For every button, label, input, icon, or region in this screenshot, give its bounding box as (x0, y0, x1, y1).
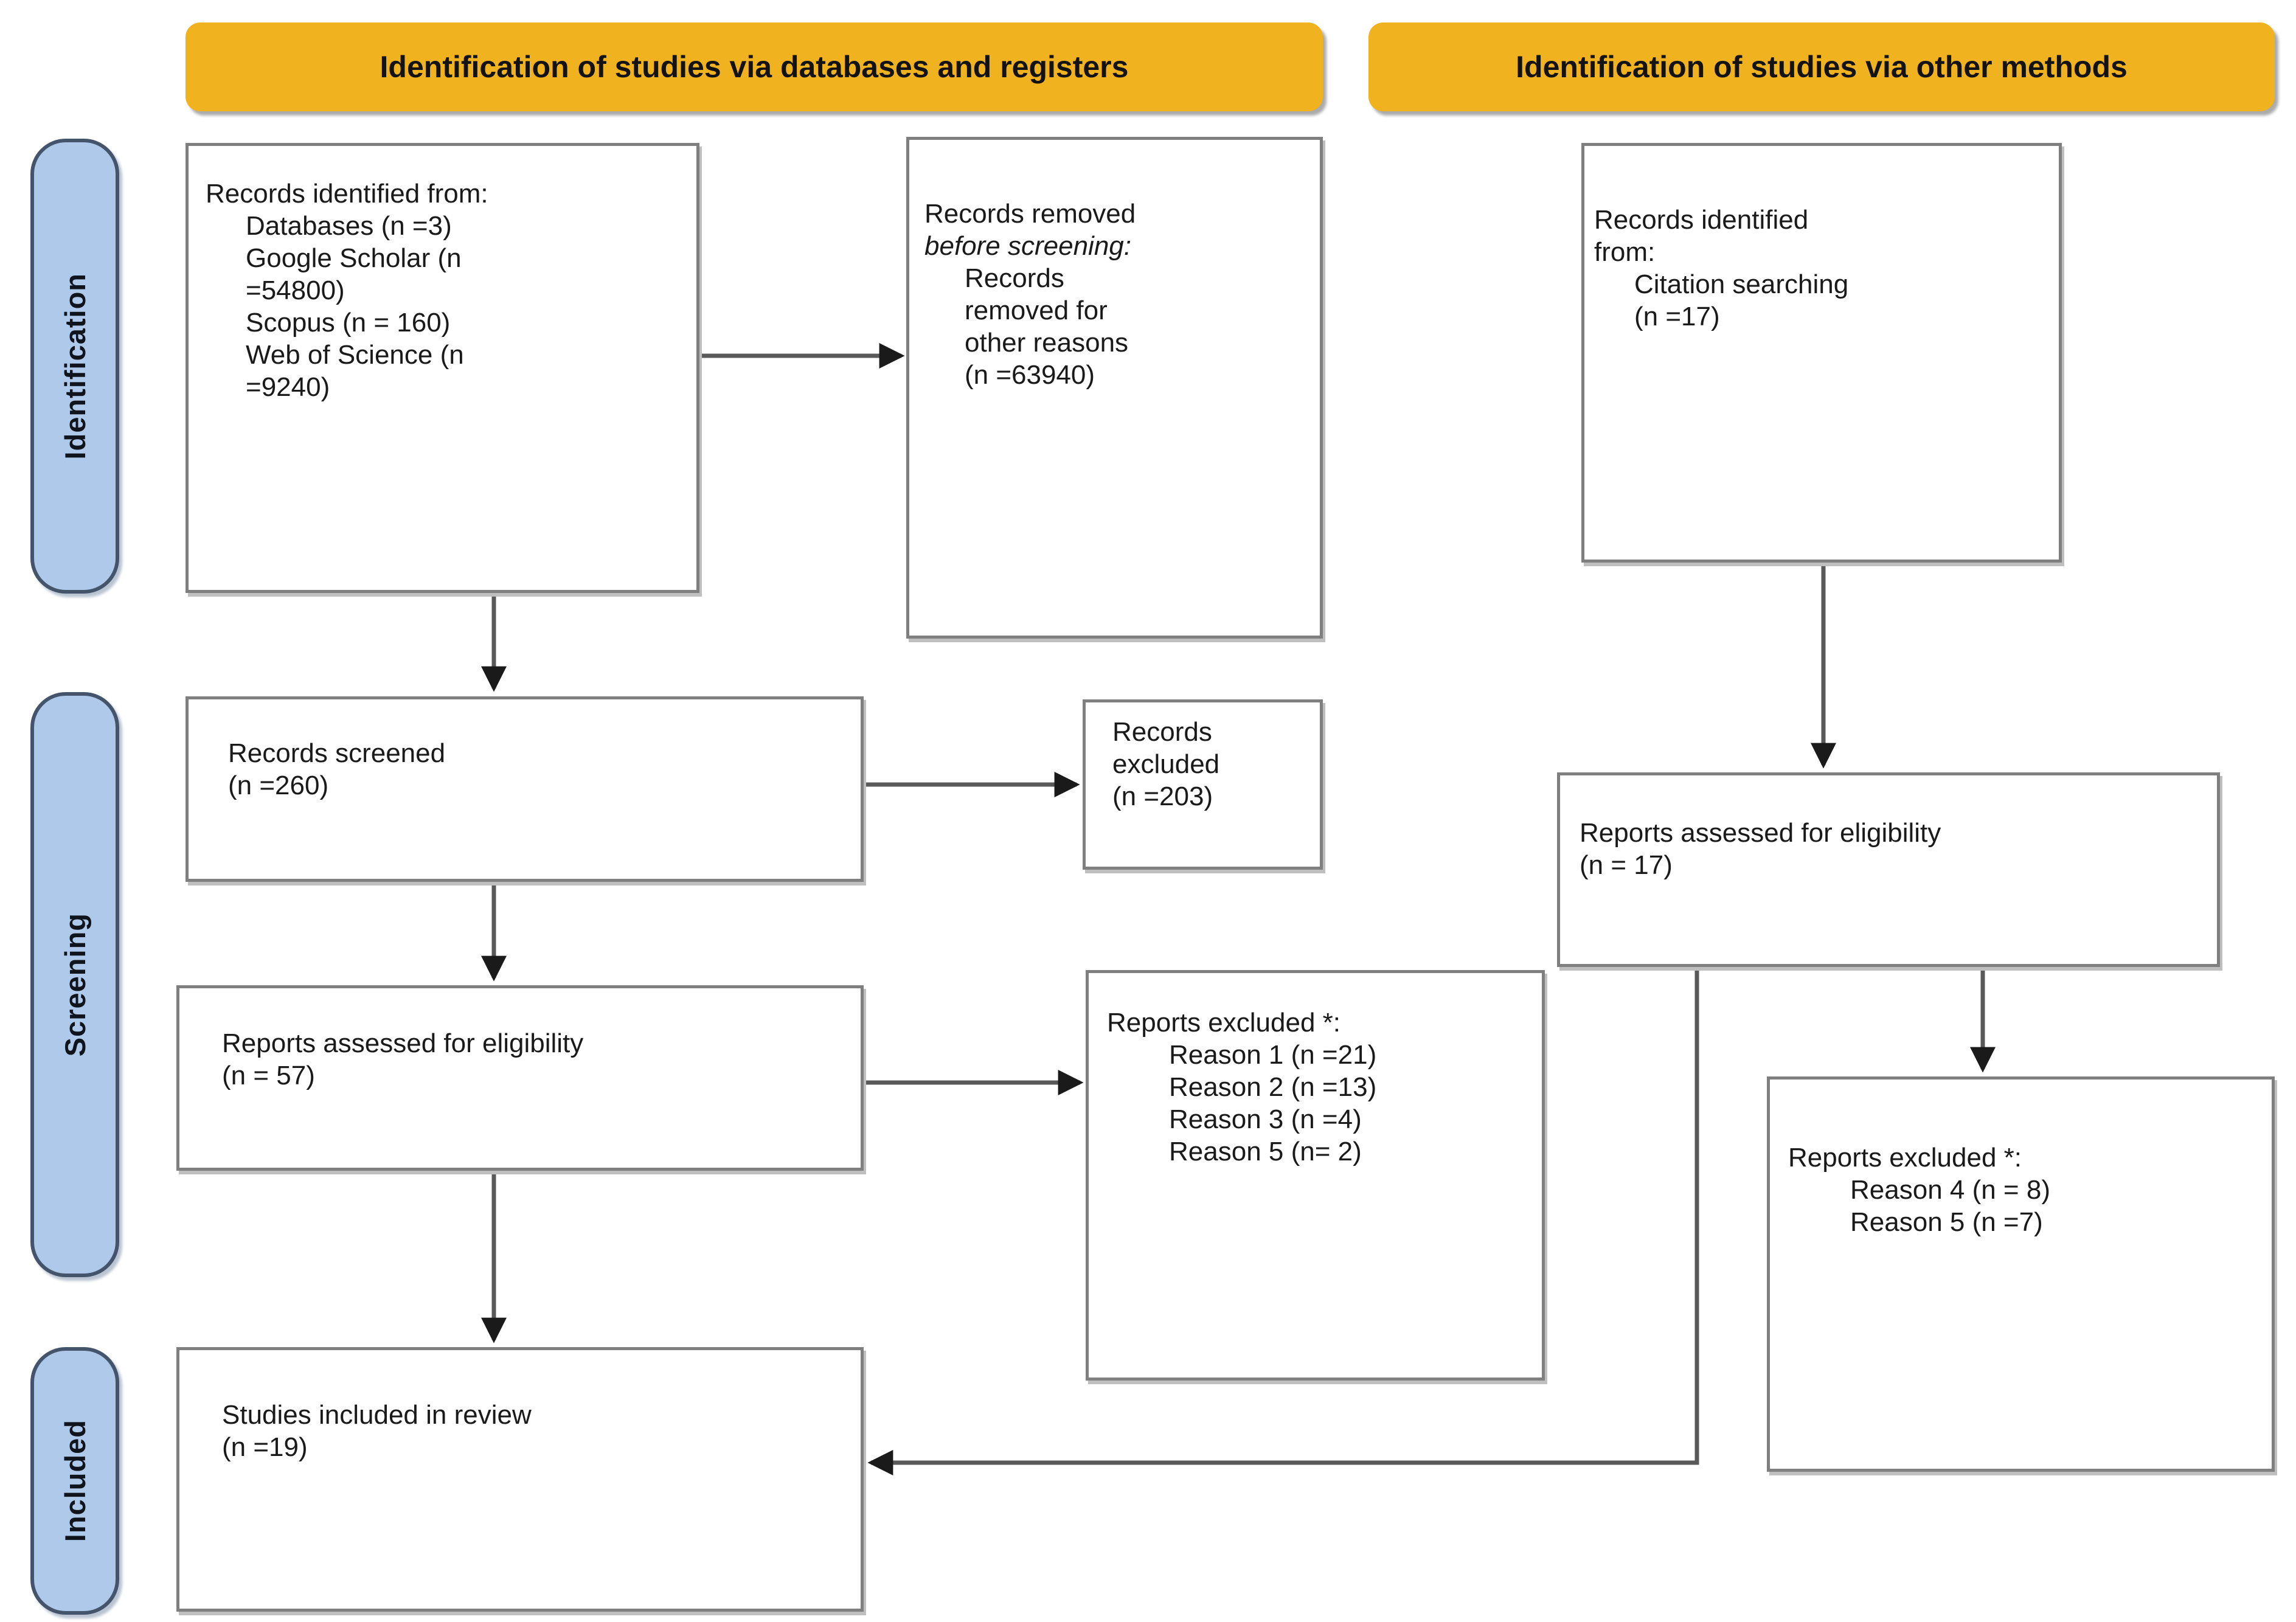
text-line: before screening: (924, 231, 1131, 261)
box-reports-excluded-other (1767, 1076, 2275, 1472)
text-line: (n =260) (228, 771, 329, 800)
text-line: Records identified from: (206, 179, 488, 209)
box-records-identified-databases (186, 143, 699, 593)
text-line: (n =203) (1112, 782, 1213, 811)
banner-databases-label: Identification of studies via databases and registers (380, 50, 1129, 84)
text-line: Reason 3 (n =4) (1169, 1104, 1362, 1134)
box-records-identified-other (1581, 143, 2062, 563)
box-reports-assessed-other (1557, 772, 2220, 967)
text-line: Reports excluded *: (1788, 1143, 2022, 1173)
box-records-excluded (1083, 699, 1323, 870)
text-line: Scopus (n = 160) (246, 308, 451, 338)
sidebar-identification (30, 139, 119, 594)
text-line: from: (1594, 237, 1656, 267)
text-line: Studies included in review (222, 1400, 532, 1430)
text-line: Reason 4 (n = 8) (1850, 1175, 2050, 1205)
text-line: Google Scholar (n (246, 243, 462, 273)
sidebar-identification-label: Identification (58, 272, 91, 460)
sidebar-screening-label: Screening (58, 912, 91, 1057)
text-line: Records removed (924, 199, 1136, 229)
text-line: (n = 17) (1580, 850, 1673, 880)
text-line: Records (1112, 717, 1212, 747)
text-line: Web of Science (n (246, 340, 464, 370)
banner-other-methods-label: Identification of studies via other methods (1516, 50, 2128, 84)
text-line: =54800) (246, 276, 345, 305)
box-studies-included (176, 1347, 864, 1612)
text-line: Reason 1 (n =21) (1169, 1040, 1377, 1070)
box-reports-assessed-databases (176, 985, 864, 1171)
text-line: removed for (965, 296, 1108, 325)
text-line: Reports assessed for eligibility (1580, 818, 1941, 848)
text-line: =9240) (246, 372, 330, 402)
sidebar-screening (30, 692, 119, 1277)
text-line: Reports assessed for eligibility (222, 1028, 584, 1058)
text-line: Records screened (228, 738, 446, 768)
text-line: Citation searching (1634, 269, 1849, 299)
text-line: (n =63940) (965, 360, 1095, 390)
text-line: Reports excluded *: (1107, 1008, 1340, 1038)
text-line: (n = 57) (222, 1061, 315, 1090)
sidebar-included-label: Included (58, 1419, 91, 1542)
text-line: Reason 5 (n =7) (1850, 1207, 2043, 1237)
text-line: Records (965, 263, 1064, 293)
text-line: (n =17) (1634, 302, 1720, 331)
text-line: excluded (1112, 749, 1220, 779)
box-reports-excluded-databases (1086, 970, 1545, 1381)
box-records-removed-before-screening (906, 137, 1323, 639)
text-line: (n =19) (222, 1432, 308, 1462)
text-line: Reason 2 (n =13) (1169, 1072, 1377, 1102)
banner-databases-registers (186, 23, 1323, 111)
sidebar-included (30, 1347, 119, 1615)
text-line: Reason 5 (n= 2) (1169, 1137, 1362, 1166)
text-line: Databases (n =3) (246, 211, 452, 241)
banner-other-methods (1368, 23, 2275, 111)
text-line: Records identified (1594, 205, 1809, 235)
box-records-screened (186, 696, 864, 882)
text-line: other reasons (965, 328, 1129, 358)
